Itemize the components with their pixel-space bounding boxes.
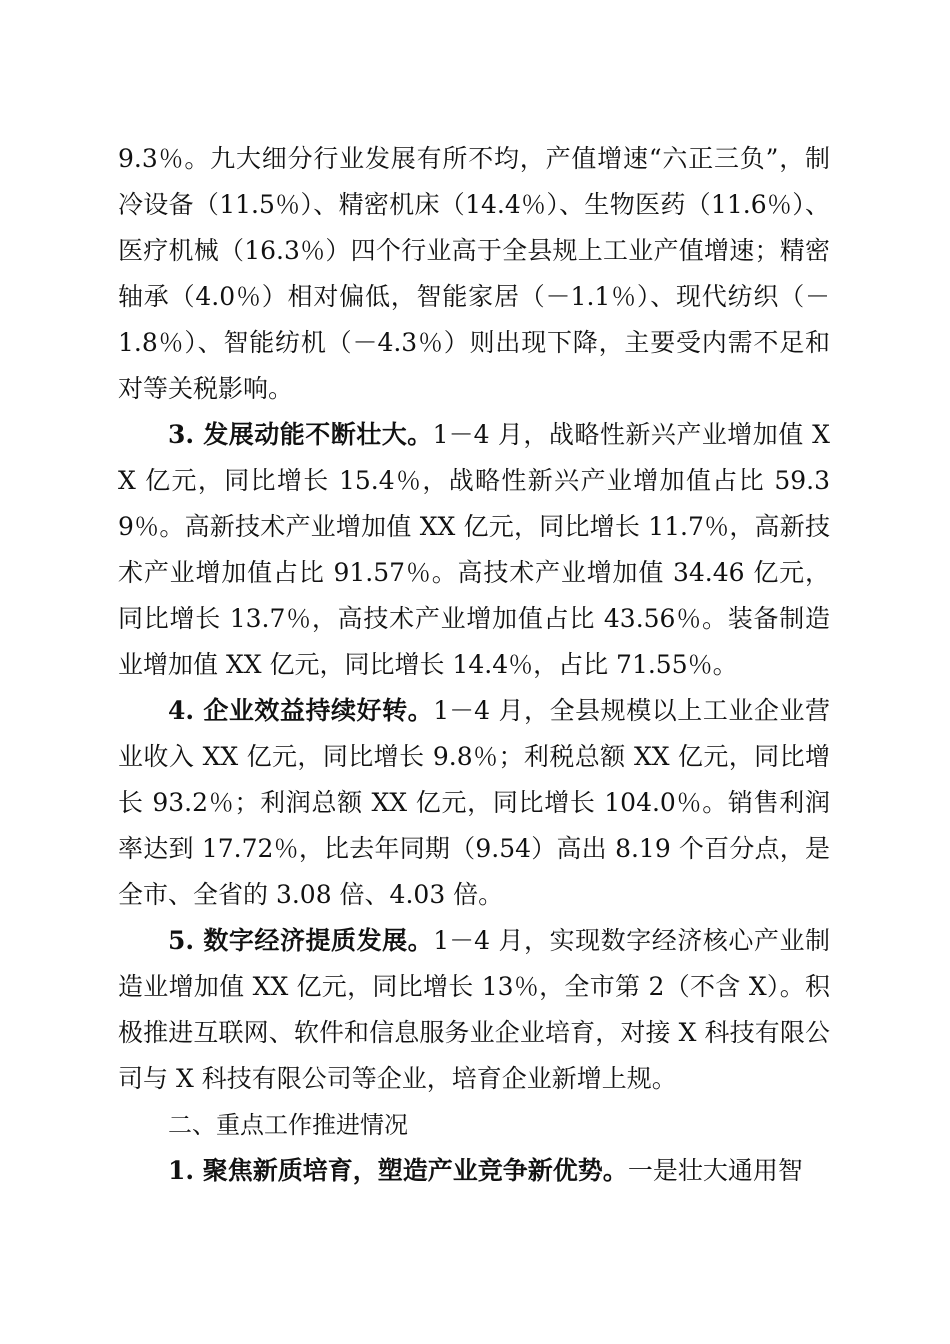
paragraph-lead: 1. 聚焦新质培育，塑造产业竞争新优势。 [168, 1156, 628, 1185]
document-body [118, 136, 830, 1194]
paragraph-text: 一是壮大通用智 [627, 1156, 803, 1185]
section-heading: 二、重点工作推进情况 [168, 1111, 408, 1139]
paragraph-lead: 3. 发展动能不断壮大。 [168, 420, 433, 449]
paragraph-lead: 4. 企业效益持续好转。 [168, 696, 434, 725]
paragraph-text: 9.3％。九大细分行业发展有所不均，产值增速“六正三负”，制冷设备（11.5％）、精密机床（14.4％）、生物医药（11.6％）、医疗机械（16.3％）四个行业高于全县规上工业产值增速；精密轴承（4.0％）相对偏低，智能家居（－1.1％）、现代纺织（－1.8％）、智能纺机（－4.3％）则出现下降，主要受内需不足和对等关税影响。 [118, 144, 830, 403]
paragraph-digital-economy [118, 918, 830, 1102]
paragraph-development-momentum [118, 412, 830, 688]
paragraph-text: 1－4 月，实现数字经济核心产业制造业增加值 XX 亿元，同比增长 13％，全市第 2（不含 X）。积极推进互联网、软件和信息服务业企业培育，对接 X 科技有限公司与 X 科技有限公司等企业，培育企业新增上规。 [118, 926, 830, 1093]
paragraph-new-quality [118, 1148, 830, 1194]
paragraph-enterprise-benefit [118, 688, 830, 918]
paragraph-industry-growth [118, 136, 830, 412]
paragraph-text: 1－4 月，战略性新兴产业增加值 XX 亿元，同比增长 15.4％，战略性新兴产业增加值占比 59.39％。高新技术产业增加值 XX 亿元，同比增长 11.7％，高新技术产业增加值占比 91.57％。高技术产业增加值 34.46 亿元，同比增长 13.7％，高技术产业增加值占比 43.56％。装备制造业增加值 XX 亿元，同比增长 14.4％，占比 71.55％。 [118, 420, 830, 679]
paragraph-text: 1－4 月，全县规模以上工业企业营业收入 XX 亿元，同比增长 9.8％；利税总额 XX 亿元，同比增长 93.2％；利润总额 XX 亿元，同比增长 104.0％。销售利润率达到 17.72％，比去年同期（9.54）高出 8.19 个百分点，是全市、全省的 3.08 倍、4.03 倍。 [118, 696, 830, 909]
paragraph-lead: 5. 数字经济提质发展。 [168, 926, 434, 955]
